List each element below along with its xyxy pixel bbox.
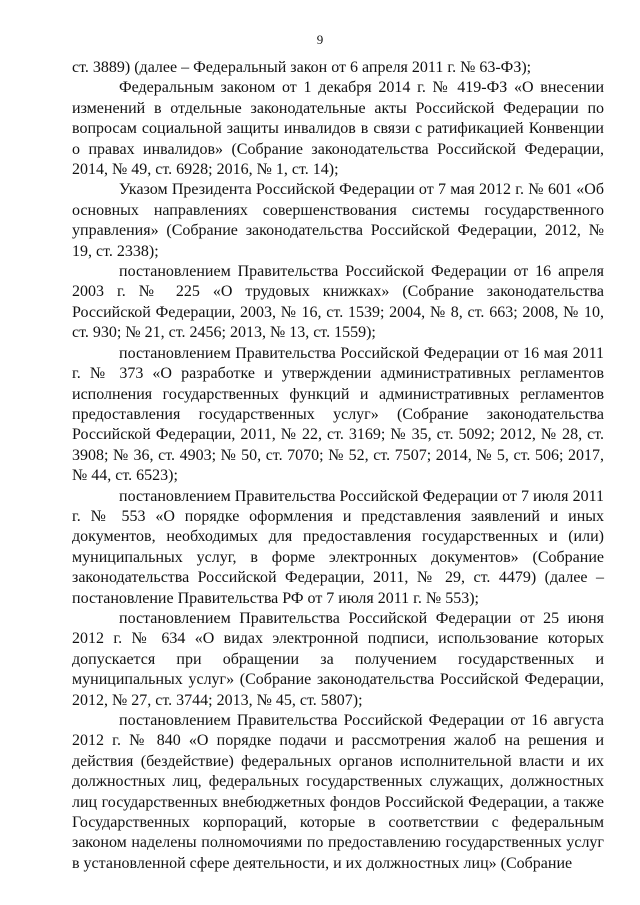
paragraph-7: постановлением Правительства Российской Федерации от 25 июня 2012 г. № 634 «О видах электронной подписи, использование которых допускается при обращении за получением государственных и муниципальных услуг» (Собрание законодательства Российской Федерации, 2012, № 27, ст. 3744; 2013, № 45, ст. 5807); [72,609,604,709]
document-body [72,58,604,874]
paragraph-3: Указом Президента Российской Федерации от 7 мая 2012 г. № 601 «Об основных направлениях совершенствования системы государственного управления» (Собрание законодательства Российской Федерации, 2012, № 19, ст. 2338); [72,181,604,260]
paragraph-5: постановлением Правительства Российской Федерации от 16 мая 2011 г. № 373 «О разработке и утверждении административных регламентов исполнения государственных функций и административных регламентов предоставления государственных услуг» (Собрание законодательства Российской Федерации, 2011, № 22, ст. 3169; № 35, ст. 5092; 2012, № 28, ст. 3908; № 36, ст. 4903; № 50, ст. 7070; № 52, ст. 7507; 2014, № 5, ст. 506; 2017, № 44, ст. 6523); [72,344,604,485]
paragraph-1: ст. 3889) (далее – Федеральный закон от 6 апреля 2011 г. № 63-ФЗ); [72,59,532,76]
paragraph-2: Федеральным законом от 1 декабря 2014 г. № 419-ФЗ «О внесении изменений в отдельные законодательные акты Российской Федерации по вопросам социальной защиты инвалидов в связи с ратификацией Конвенции о правах инвалидов» (Собрание законодательства Российской Федерации, 2014, № 49, ст. 6928; 2016, № 1, ст. 14); [72,79,604,179]
paragraph-8: постановлением Правительства Российской Федерации от 16 августа 2012 г. № 840 «О порядке подачи и рассмотрения жалоб на решения и действия (бездействие) федеральных органов исполнительной власти и их должностных лиц, федеральных государственных служащих, должностных лиц государственных внебюджетных фондов Российской Федерации, а также Государственных корпораций, которые в соответствии с федеральным законом наделены полномочиями по предоставлению государственных услуг в установленной сфере деятельности, и их должностных лиц» (Собрание [72,712,604,872]
page-number: 9 [316,32,324,47]
paragraph-4: постановлением Правительства Российской Федерации от 16 апреля 2003 г. № 225 «О трудовых книжках» (Собрание законодательства Российской Федерации, 2003, № 16, ст. 1539; 2004, № 8, ст. 663; 2008, № 10, ст. 930; № 21, ст. 2456; 2013, № 13, ст. 1559); [72,263,604,342]
paragraph-6: постановлением Правительства Российской Федерации от 7 июля 2011 г. № 553 «О порядке оформления и представления заявлений и иных документов, необходимых для предоставления государственных и (или) муниципальных услуг, в форме электронных документов» (Собрание законодательства Российской Федерации, 2011, № 29, ст. 4479) (далее – постановление Правительства РФ от 7 июля 2011 г. № 553); [72,487,604,607]
